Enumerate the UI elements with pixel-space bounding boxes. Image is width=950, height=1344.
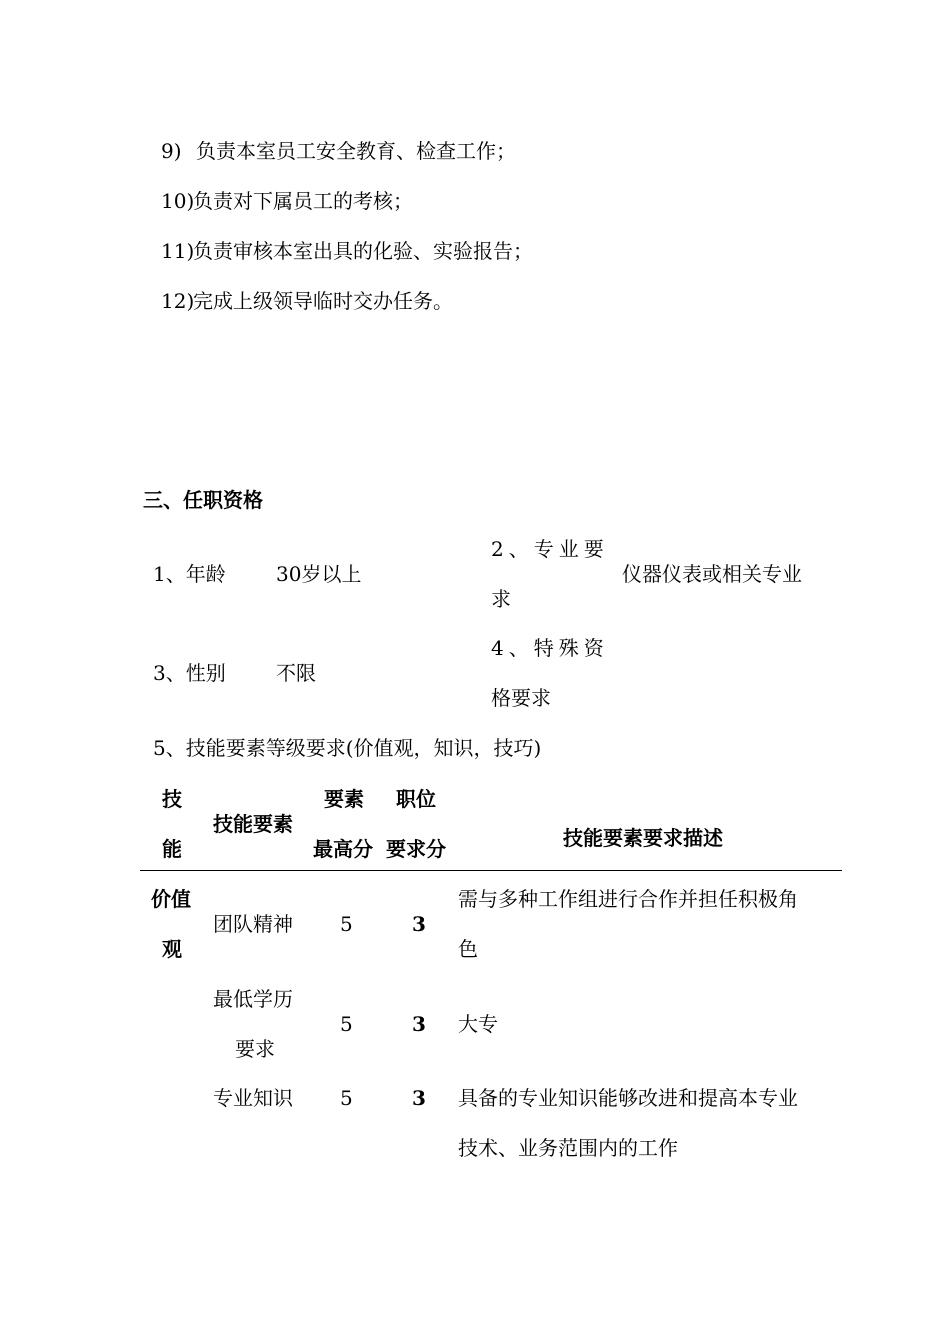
header-max-line1: 要素 (324, 787, 364, 811)
age-label: 1、年龄 (153, 562, 226, 586)
major-label-line1: 2、专业要 (491, 537, 609, 561)
gender-value: 不限 (276, 661, 316, 685)
header-desc: 技能要素要求描述 (563, 826, 723, 850)
row-3-desc-line1: 具备的专业知识能够改进和提高本专业 (458, 1086, 798, 1110)
header-element: 技能要素 (213, 812, 293, 836)
gender-label: 3、性别 (153, 661, 226, 685)
duty-12-text: 完成上级领导临时交办任务。 (193, 289, 453, 313)
category-line1: 价值 (151, 887, 191, 911)
row-1-max: 5 (340, 912, 353, 936)
section-title: 三、任职资格 (143, 488, 263, 512)
duty-11-text: 负责审核本室出具的化验、实验报告； (193, 239, 533, 263)
skills-heading: 5、技能要素等级要求(价值观，知识，技巧) (153, 736, 542, 760)
row-3-element: 专业知识 (213, 1086, 293, 1110)
header-req-line2: 要求分 (386, 837, 446, 861)
row-1-req: 3 (412, 912, 426, 936)
duty-9-text: 负责本室员工安全教育、检查工作； (196, 139, 516, 163)
age-value: 30岁以上 (276, 562, 362, 586)
row-2-max: 5 (340, 1012, 353, 1036)
row-2-element-line2: 要求 (235, 1037, 275, 1061)
row-3-desc-line2: 技术、业务范围内的工作 (458, 1136, 678, 1160)
header-req-line1: 职位 (396, 787, 436, 811)
row-1-element: 团队精神 (213, 912, 293, 936)
category-line2: 观 (162, 937, 182, 961)
table-divider (140, 870, 842, 871)
row-2-element-line1: 最低学历 (213, 987, 293, 1011)
row-1-desc-line1: 需与多种工作组进行合作并担任积极角 (458, 887, 798, 911)
special-label-line1: 4、特殊资 (491, 636, 609, 660)
duty-10-text: 负责对下属员工的考核； (193, 189, 413, 213)
major-value: 仪器仪表或相关专业 (622, 562, 802, 586)
duty-10-number: 10) (161, 189, 195, 213)
row-2-desc: 大专 (458, 1012, 498, 1036)
duty-12-number: 12) (161, 289, 195, 313)
duty-9-number: 9) (161, 139, 182, 163)
special-label-line2: 格要求 (491, 686, 551, 710)
header-category-line1: 技 (162, 787, 182, 811)
row-1-desc-line2: 色 (458, 937, 478, 961)
header-max-line2: 最高分 (313, 837, 373, 861)
header-category-line2: 能 (162, 837, 182, 861)
row-3-req: 3 (412, 1086, 426, 1110)
row-2-req: 3 (412, 1012, 426, 1036)
duty-11-number: 11) (161, 239, 195, 263)
major-label-line2: 求 (491, 587, 511, 611)
row-3-max: 5 (340, 1086, 353, 1110)
